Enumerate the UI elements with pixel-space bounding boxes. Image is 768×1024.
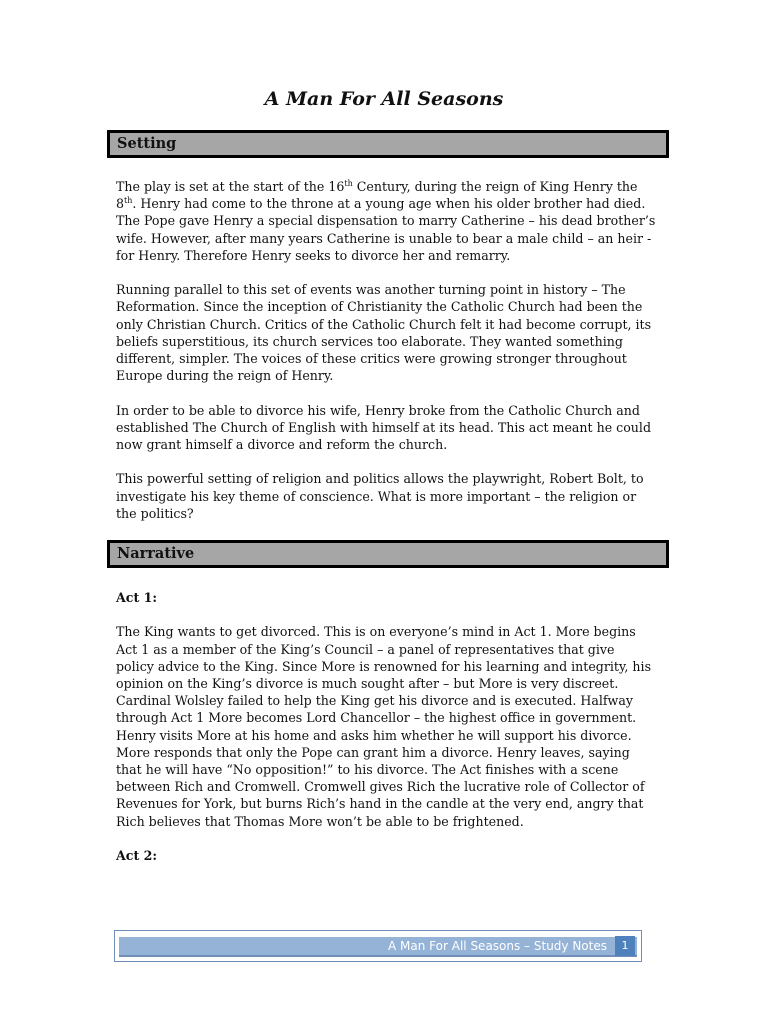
page-title: A Man For All Seasons <box>264 88 504 110</box>
act-1-paragraph: The King wants to get divorced. This is on everyone’s mind in Act 1. More begins Act 1 as a member of the King’s Council – a panel of representatives that give policy advice to the King. Since More is renowned for his learning and integrity, his opinion on the King’s divorce is much sought after – but More is very discreet. Cardinal Wolsley failed to help the King get his divorce and is executed. Halfway through Act 1 More becomes Lord Chancellor – the highest office in government. Henry visits More at his home and asks him whether he will support his divorce. More responds that only the Pope can grant him a divorce. Henry leaves, saying that he will have “No opposition!” to his divorce. The Act finishes with a scene between Rich and Cromwell. Cromwell gives Rich the lucrative role of Collector of Revenues for York, but burns Rich’s hand in the candle at the very end, angry that Rich believes that Thomas More won’t be able to be frightened. <box>116 624 652 829</box>
narrative-section <box>116 589 656 881</box>
act-1-label: Act 1: <box>116 590 158 605</box>
setting-paragraph-3: In order to be able to divorce his wife, Henry broke from the Catholic Church and established The Church of English with himself at its head. This act meant he could now grant himself a divorce and reform the church. <box>116 402 652 453</box>
page-number: 1 <box>615 936 635 956</box>
footer-bar <box>119 937 637 957</box>
setting-paragraph-1: The play is set at the start of the 16th Century, during the reign of King Henry the 8th. Henry had come to the throne at a young age when his older brother had died. The Pope gave Henry a special dispensation to marry Catherine – his dead brother’s wife. However, after many years Catherine is unable to bear a male child – an heir - for Henry. Therefore Henry seeks to divorce her and remarry. <box>116 178 656 263</box>
setting-paragraph-4: This powerful setting of religion and politics allows the playwright, Robert Bolt, to investigate his key theme of conscience. What is more important – the religion or the politics? <box>116 471 644 521</box>
setting-heading: Setting <box>107 130 669 158</box>
footer-text: A Man For All Seasons – Study Notes <box>388 939 607 953</box>
page-footer <box>114 930 642 962</box>
setting-paragraph-2: Running parallel to this set of events was another turning point in history – The Reformation. Since the inception of Christianity the Catholic Church had been the only Christian Church. Critics of the Catholic Church felt it had become corrupt, its beliefs superstitious, its church services too elaborate. They wanted something different, simpler. The voices of these critics were growing stronger throughout Europe during the reign of Henry. <box>116 282 652 384</box>
narrative-heading: Narrative <box>107 540 669 568</box>
act-2-label: Act 2: <box>116 848 158 864</box>
setting-section <box>116 178 656 539</box>
